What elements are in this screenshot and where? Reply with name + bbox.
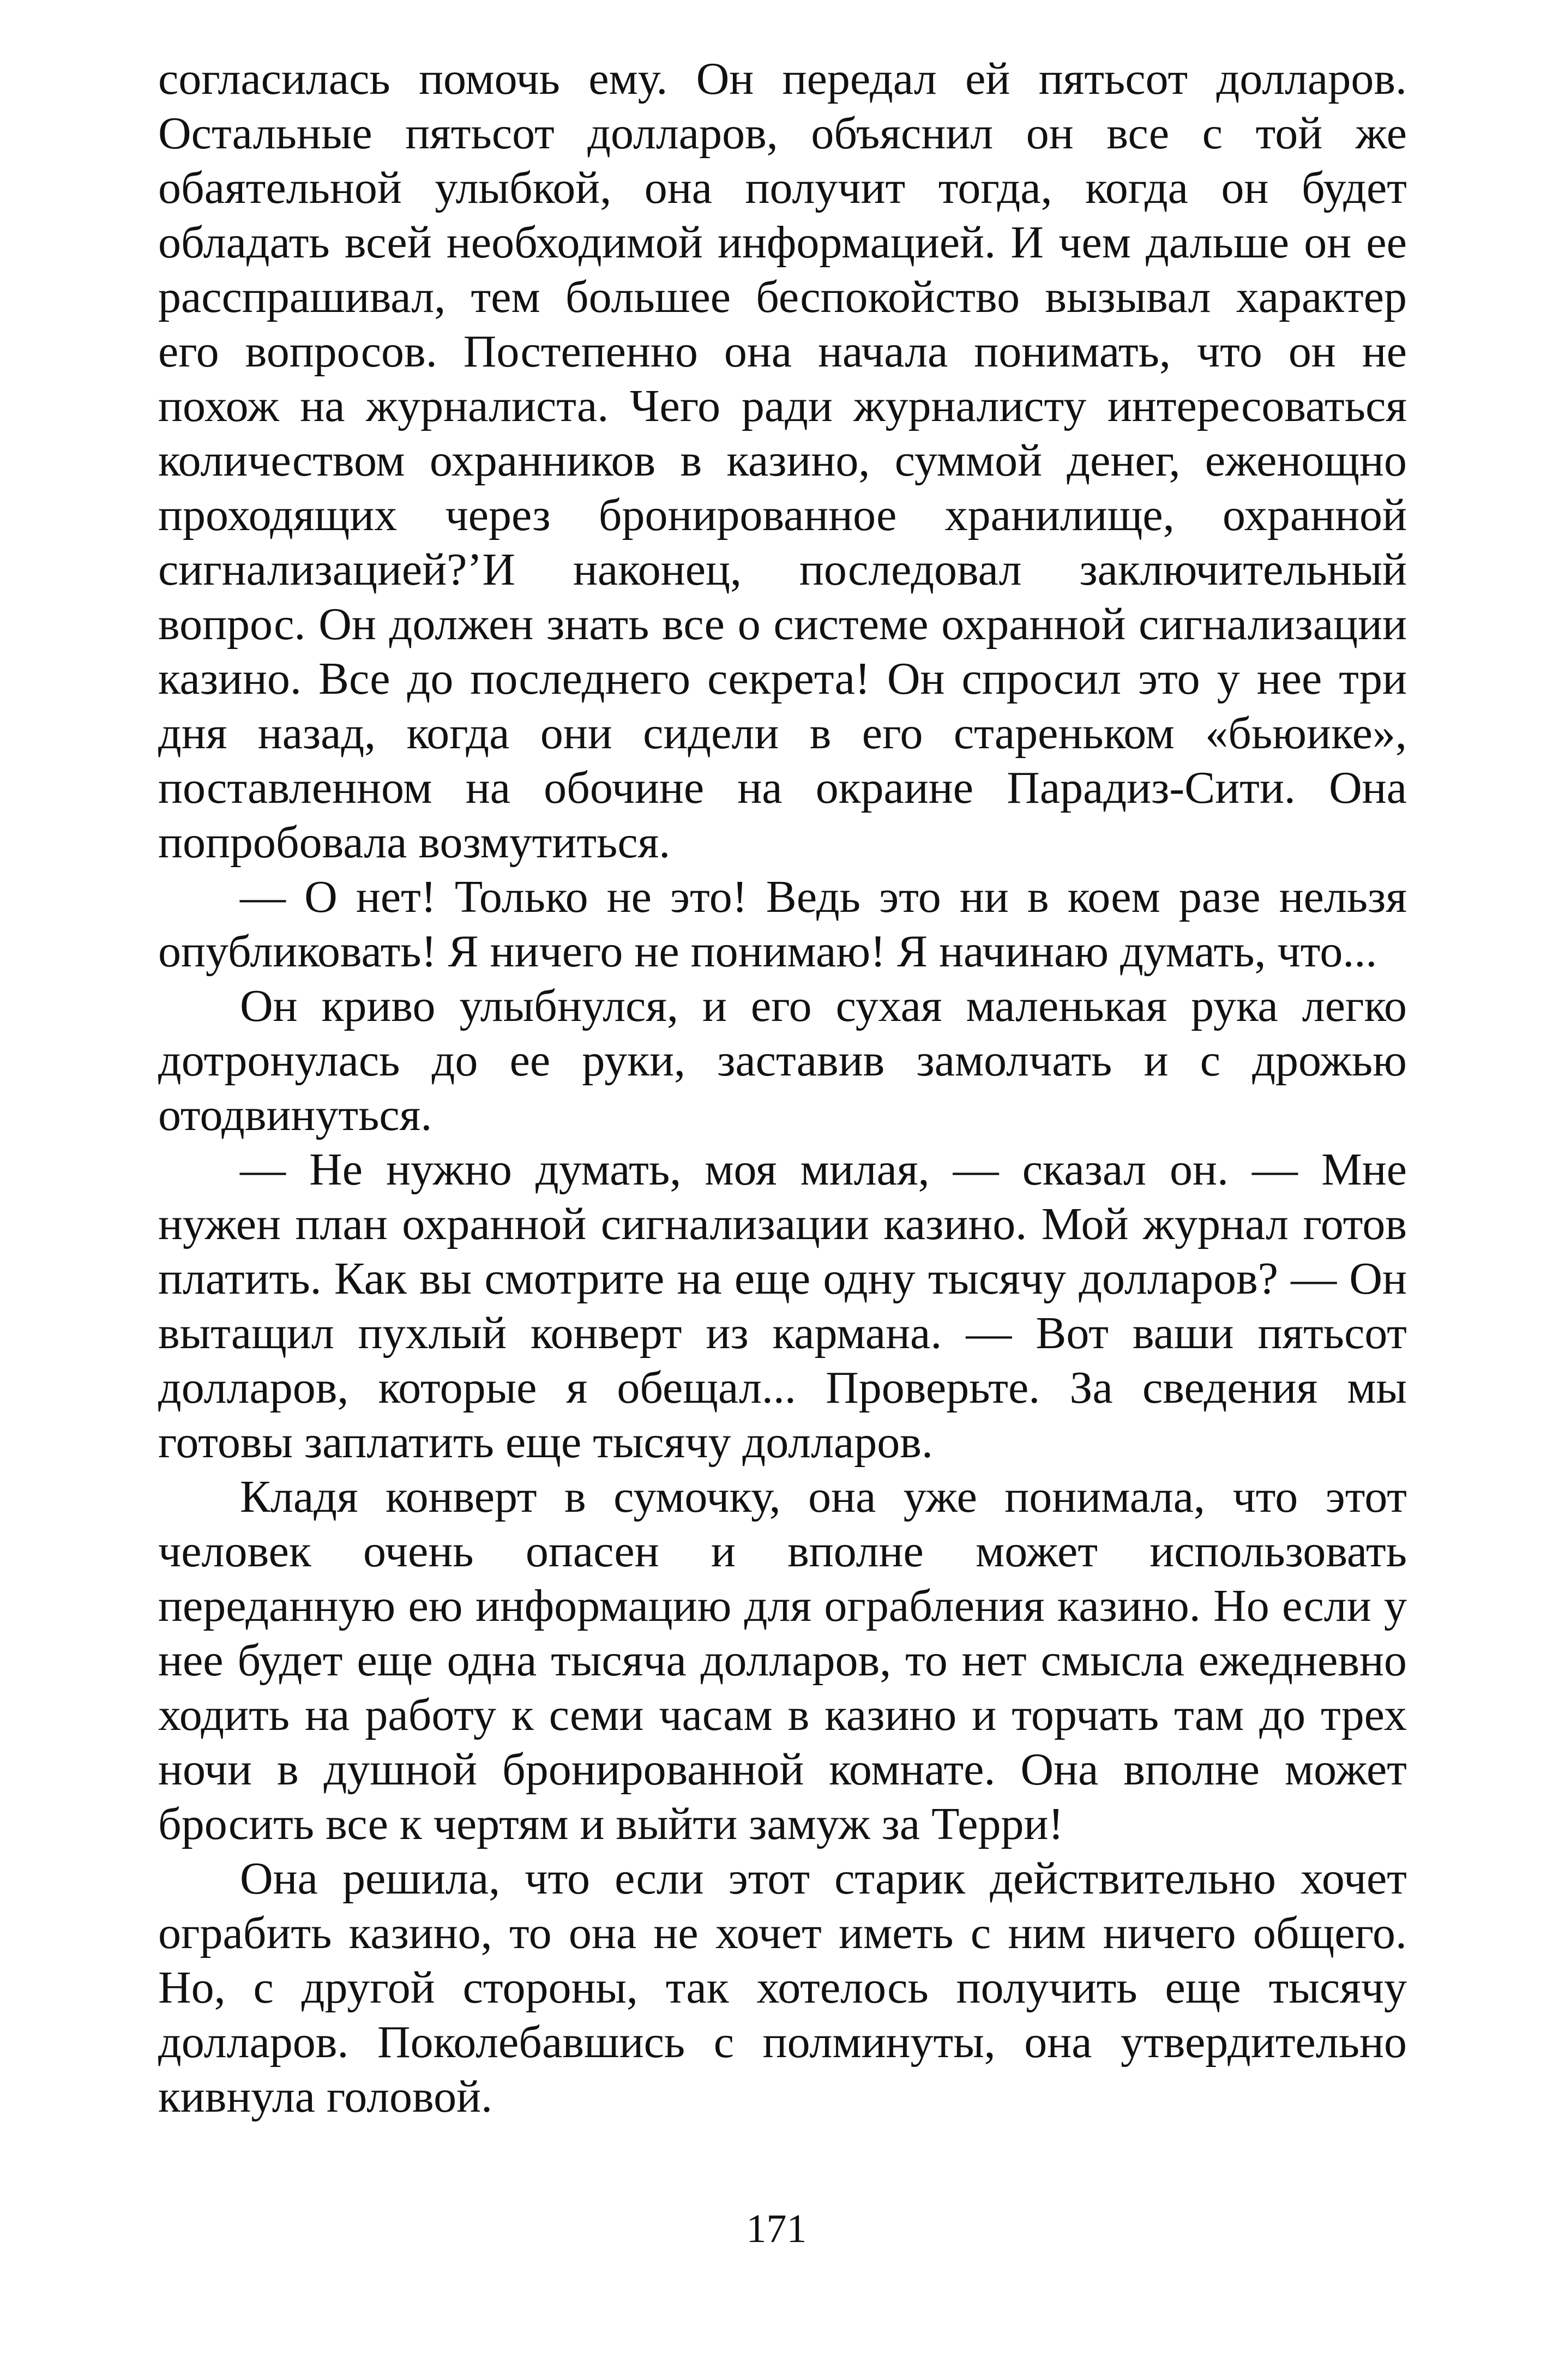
page-number: 171 <box>746 2207 807 2251</box>
paragraph-4: — Не нужно думать, моя милая, — сказал он. — Мне нужен план охранной сигнализации казино. Мой журнал готов платить. Как вы смотрите на еще одну тысячу долларов? — Он вытащил пухлый конверт из кармана. — Вот ваши пятьсот долларов, которые я обещал... Проверьте. За сведения мы готовы заплатить еще тысячу долларов. <box>158 1144 1407 1468</box>
paragraph-5: Кладя конверт в сумочку, она уже понимала, что этот человек очень опасен и вполне может использовать переданную ею информацию для ограбления казино. Но если у нее будет еще одна тысяча долларов, то нет смысла ежедневно ходить на работу к семи часам в казино и торчать там до трех ночи в душной бронированной комнате. Она вполне может бросить все к чертям и выйти замуж за Терри! <box>158 1471 1407 1849</box>
paragraph-3: Он криво улыбнулся, и его сухая маленькая рука легко дотронулась до ее руки, заставив замолчать и с дрожью отодвинуться. <box>158 981 1407 1140</box>
paragraph-2: — О нет! Только не это! Ведь это ни в коем разе нельзя опубликовать! Я ничего не понимаю! Я начинаю думать, что... <box>158 872 1407 977</box>
paragraph-6: Она решила, что если этот старик действительно хочет ограбить казино, то она не хочет иметь с ним ничего общего. Но, с другой стороны, так хотелось получить еще тысячу долларов. Поколебавшись с полминуты, она утвердительно кивнула головой. <box>158 1853 1407 2122</box>
paragraph-1: согласилась помочь ему. Он передал ей пятьсот долларов. Остальные пятьсот долларов, объяснил он все с той же обаятельной улыбкой, она получит тогда, когда он будет обладать всей необходимой информацией. И чем дальше он ее расспрашивал, тем большее беспокойство вызывал характер его вопросов. Постепенно она начала понимать, что он не похож на журналиста. Чего ради журналисту интересоваться количеством охранников в казино, суммой денег, еженощно проходящих через бронированное хранилище, охранной сигнализацией?’И наконец, последовал заключительный вопрос. Он должен знать все о системе охранной сигнализации казино. Все до последнего секрета! Он спросил это у нее три дня назад, когда они сидели в его стареньком «бьюике», поставленном на обочине на окраине Парадиз-Сити. Она попробовала возмутиться. <box>158 53 1407 868</box>
page-body <box>158 52 1407 2124</box>
